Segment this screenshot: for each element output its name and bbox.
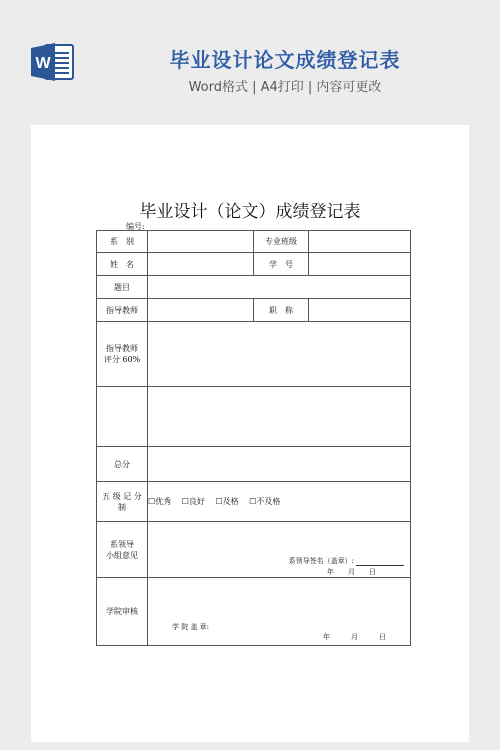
- dept-signature: [289, 556, 404, 566]
- document-page: [31, 125, 469, 742]
- dept-date: 年 月 日: [327, 568, 376, 576]
- title-label: 职 称: [254, 299, 309, 322]
- row-total: [97, 447, 411, 482]
- dept-opinion-label: [97, 522, 148, 578]
- college-date: 年 月 日: [323, 633, 386, 641]
- advisor-label: 指导教师: [97, 299, 148, 322]
- row-college-review: [97, 578, 411, 646]
- advisor-score-label-line2: 评分 60%: [103, 355, 141, 364]
- topic-field[interactable]: [148, 276, 411, 299]
- dept-signature-line[interactable]: [356, 565, 404, 566]
- grade-option-fail[interactable]: ☐不及格: [249, 497, 281, 506]
- blank-field[interactable]: [148, 387, 411, 447]
- row-advisor: [97, 299, 411, 322]
- row-advisor-score: [97, 322, 411, 387]
- college-review-label: 学院审核: [97, 578, 148, 646]
- department-label: 系 别: [97, 231, 148, 253]
- row-grade: [97, 482, 411, 522]
- student-id-field[interactable]: [309, 253, 411, 276]
- row-topic: [97, 276, 411, 299]
- row-name: [97, 253, 411, 276]
- row-dept-opinion: [97, 522, 411, 578]
- name-field[interactable]: [148, 253, 254, 276]
- header: [0, 0, 500, 125]
- major-class-label: 专业班级: [254, 231, 309, 253]
- word-icon-letter: W: [35, 55, 51, 72]
- grade-option-pass[interactable]: ☐及格: [215, 497, 239, 506]
- title-field[interactable]: [309, 299, 411, 322]
- advisor-score-label-line1: 指导教师: [106, 344, 138, 353]
- grade-label-line1: 五 级 记 分: [102, 491, 142, 501]
- row-blank: [97, 387, 411, 447]
- advisor-score-label: [97, 322, 148, 387]
- serial-number-label: 编号:: [126, 222, 145, 231]
- grade-options: [148, 482, 411, 522]
- dept-opinion-label-line2: 小组意见: [106, 550, 138, 560]
- document-title: 毕业设计（论文）成绩登记表: [139, 202, 361, 222]
- student-id-label: 学 号: [254, 253, 309, 276]
- college-review-field[interactable]: [148, 578, 411, 646]
- dept-opinion-field[interactable]: [148, 522, 411, 578]
- row-department: [97, 231, 411, 253]
- grade-form-table: [96, 230, 411, 646]
- dept-sign-label: 系领导签名（盖章）:: [288, 557, 354, 565]
- advisor-field[interactable]: [148, 299, 254, 322]
- dept-opinion-label-line1: 系领导: [110, 539, 134, 549]
- blank-label-cell: [97, 387, 148, 447]
- name-label: 姓 名: [97, 253, 148, 276]
- grade-label-line2: 制: [118, 502, 126, 512]
- topic-label: 题目: [97, 276, 148, 299]
- header-subtitle: Word格式 | A4打印 | 内容可更改: [188, 80, 382, 95]
- major-class-field[interactable]: [309, 231, 411, 253]
- grade-label: [97, 482, 148, 522]
- total-label: 总分: [97, 447, 148, 482]
- total-field[interactable]: [148, 447, 411, 482]
- grade-option-good[interactable]: ☐良好: [181, 497, 205, 506]
- grade-option-excellent[interactable]: ☐优秀: [148, 497, 172, 506]
- department-field[interactable]: [148, 231, 254, 253]
- word-document-icon: [31, 42, 75, 82]
- college-stamp-label: 学 院 盖 章:: [172, 623, 210, 631]
- advisor-score-field[interactable]: [148, 322, 411, 387]
- header-title: 毕业设计论文成绩登记表: [169, 48, 401, 72]
